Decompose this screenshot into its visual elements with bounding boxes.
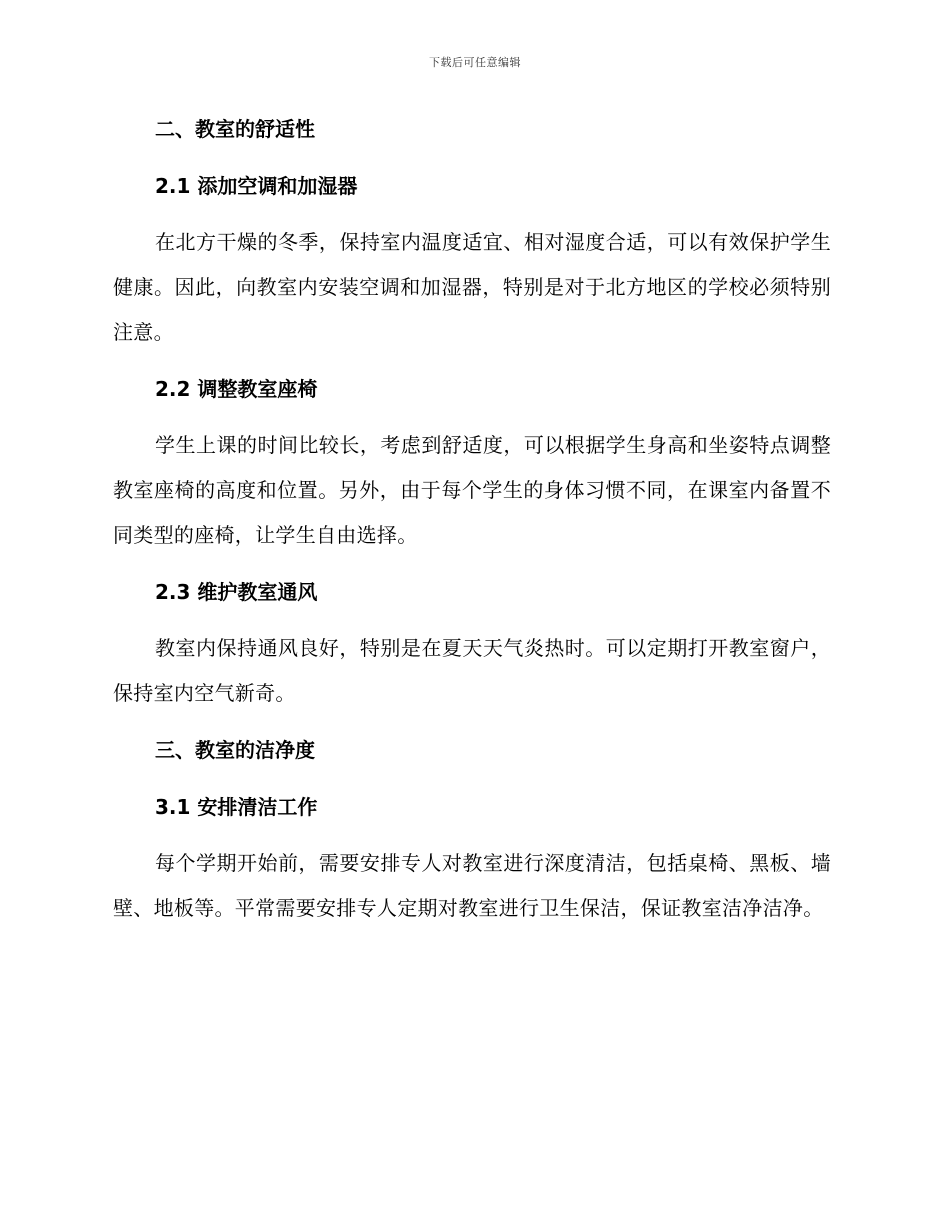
paragraph-3-1: 每个学期开始前，需要安排专人对教室进行深度清洁，包括桌椅、黑板、墙壁、地板等。平常需要安排专人定期对教室进行卫生保洁，保证教室洁净洁净。 (113, 851, 831, 920)
paragraph-2-3: 教室内保持通风良好，特别是在夏天天气炎热时。可以定期打开教室窗户，保持室内空气新奇。 (113, 636, 831, 705)
paragraph-2-2: 学生上课的时间比较长，考虑到舒适度，可以根据学生身高和坐姿特点调整教室座椅的高度和位置。另外，由于每个学生的身体习惯不同，在课室内备置不同类型的座椅，让学生自由选择。 (113, 433, 831, 547)
header-note: 下载后可任意编辑 (429, 56, 521, 69)
subsection-heading-3-1: 3.1 安排清洁工作 (155, 795, 318, 819)
subsection-heading-2-2: 2.2 调整教室座椅 (155, 377, 318, 401)
section-heading-2: 二、教室的舒适性 (155, 117, 315, 141)
subsection-heading-2-1: 2.1 添加空调和加湿器 (155, 174, 358, 198)
section-heading-3: 三、教室的洁净度 (155, 738, 315, 762)
subsection-heading-2-3: 2.3 维护教室通风 (155, 580, 318, 604)
document-body (113, 110, 831, 931)
paragraph-2-1: 在北方干燥的冬季，保持室内温度适宜、相对湿度合适，可以有效保护学生健康。因此，向教室内安装空调和加湿器，特别是对于北方地区的学校必须特别注意。 (113, 230, 831, 344)
